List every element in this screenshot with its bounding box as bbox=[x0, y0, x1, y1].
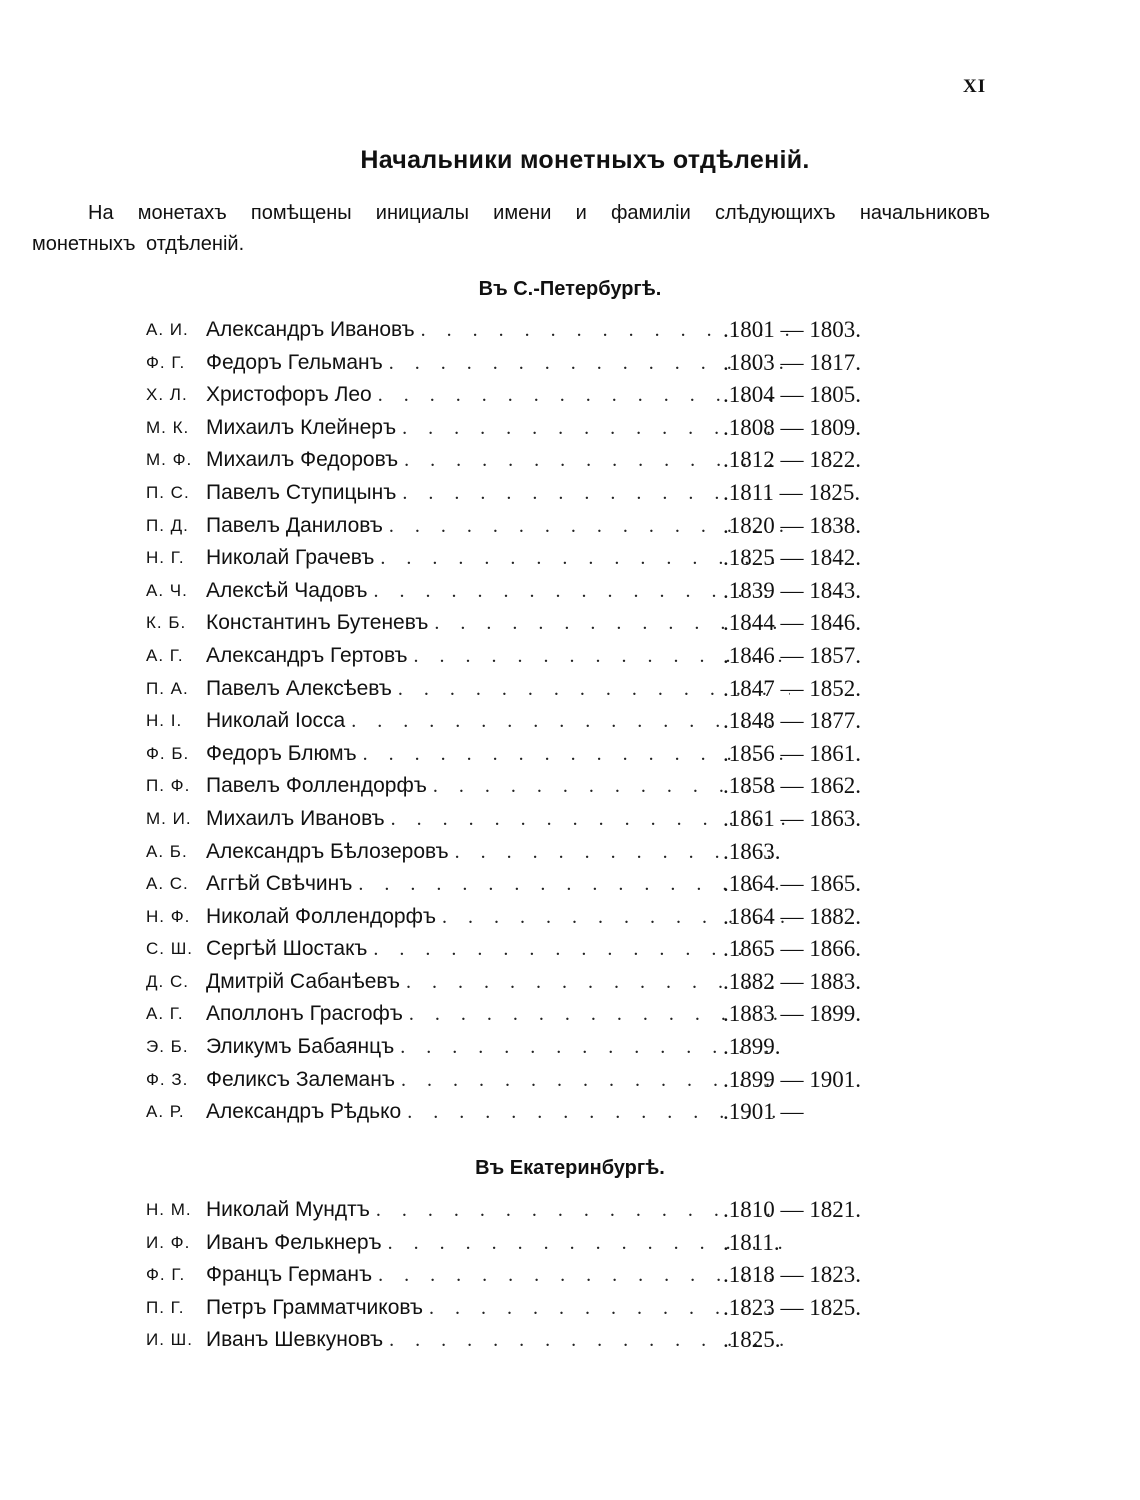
mint-head-years: .1820 — 1838. bbox=[723, 512, 861, 538]
mint-head-name: Павелъ Даниловъ bbox=[206, 510, 389, 543]
list-item bbox=[140, 836, 900, 869]
mint-head-initials: И. Ф. bbox=[146, 1232, 191, 1252]
mint-head-name: Александръ Гертовъ bbox=[206, 640, 414, 673]
mint-head-years: .1803 — 1817. bbox=[723, 349, 861, 375]
mint-head-initials: А. С. bbox=[146, 874, 189, 894]
mint-head-name: Михаилъ Клейнеръ bbox=[206, 412, 402, 445]
mint-head-name: Федоръ Гельманъ bbox=[206, 347, 389, 380]
list-item bbox=[140, 998, 900, 1031]
name-leader bbox=[206, 1096, 790, 1129]
list-item bbox=[140, 705, 900, 738]
section-heading-ekaterinburg: Въ Екатеринбургѣ. bbox=[475, 1157, 665, 1179]
mint-head-initials: А. Р. bbox=[146, 1102, 185, 1122]
name-leader bbox=[206, 966, 790, 999]
mint-head-years: .1861 — 1863. bbox=[723, 805, 861, 831]
name-leader bbox=[206, 998, 790, 1031]
mint-head-years: .1901 — bbox=[723, 1099, 804, 1125]
list-item bbox=[140, 1194, 900, 1227]
mint-head-name: Сергѣй Шостакъ bbox=[206, 933, 373, 966]
mint-head-initials: А. Ч. bbox=[146, 580, 188, 600]
mint-head-name: Александръ Ивановъ bbox=[206, 314, 421, 347]
mint-head-name: Николай Грачевъ bbox=[206, 542, 380, 575]
name-leader bbox=[206, 868, 790, 901]
mint-head-years: .1810 — 1821. bbox=[723, 1197, 861, 1222]
name-leader bbox=[206, 901, 790, 934]
list-item bbox=[140, 640, 900, 673]
list-item bbox=[140, 444, 900, 477]
name-leader bbox=[206, 1031, 790, 1064]
mint-head-name: Николай Мундтъ bbox=[206, 1194, 376, 1227]
mint-head-years: .1899 — 1901. bbox=[723, 1066, 861, 1092]
mint-head-name: Аполлонъ Грасгофъ bbox=[206, 998, 409, 1031]
list-item bbox=[140, 770, 900, 803]
mint-head-name: Алексѣй Чадовъ bbox=[206, 575, 374, 608]
mint-head-name: Христофоръ Лео bbox=[206, 379, 378, 412]
mint-head-initials: М. И. bbox=[146, 808, 192, 828]
name-leader bbox=[206, 510, 790, 543]
mint-head-initials: П. Г. bbox=[146, 1297, 185, 1317]
name-leader bbox=[206, 770, 790, 803]
mint-head-initials: П. А. bbox=[146, 678, 189, 698]
list-item bbox=[140, 607, 900, 640]
name-leader bbox=[206, 575, 790, 608]
mint-head-years: .1847 — 1852. bbox=[723, 675, 861, 701]
mint-head-years: .1844 — 1846. bbox=[723, 610, 861, 636]
mint-head-name: Николай Іосса bbox=[206, 705, 351, 738]
list-item bbox=[140, 542, 900, 575]
name-leader bbox=[206, 836, 790, 869]
name-leader bbox=[206, 1324, 790, 1357]
mint-head-initials: Д. С. bbox=[146, 971, 189, 991]
mint-head-years: .1858 — 1862. bbox=[723, 773, 861, 799]
mint-head-years: .1825 — 1842. bbox=[723, 545, 861, 571]
mint-head-initials: Н. Г. bbox=[146, 548, 185, 568]
list-item bbox=[140, 901, 900, 934]
page-number: XI bbox=[963, 76, 987, 97]
mint-head-years: .1865 — 1866. bbox=[723, 936, 861, 962]
name-leader bbox=[206, 1194, 790, 1227]
mint-head-initials: Ф. Г. bbox=[146, 1265, 186, 1285]
mint-head-years: .1812 — 1822. bbox=[723, 447, 861, 473]
mint-head-years: .1846 — 1857. bbox=[723, 642, 861, 668]
list-item bbox=[140, 412, 900, 445]
mint-head-name: Александръ Бѣлозеровъ bbox=[206, 836, 455, 869]
mint-head-initials: А. Б. bbox=[146, 841, 188, 861]
mint-head-years: .1856 — 1861. bbox=[723, 740, 861, 766]
mint-head-years: .1863. bbox=[723, 838, 781, 864]
list-item bbox=[140, 1031, 900, 1064]
name-leader bbox=[206, 444, 790, 477]
mint-head-years: .1864 — 1865. bbox=[723, 871, 861, 897]
list-item bbox=[140, 868, 900, 901]
name-leader bbox=[206, 640, 790, 673]
mint-head-initials: Н. М. bbox=[146, 1200, 192, 1219]
mint-head-name: Павелъ Алексѣевъ bbox=[206, 673, 398, 706]
list-item bbox=[140, 477, 900, 510]
mint-head-name: Павелъ Фоллендорфъ bbox=[206, 770, 433, 803]
mint-head-name: Францъ Германъ bbox=[206, 1259, 378, 1292]
name-leader bbox=[206, 738, 790, 771]
name-leader bbox=[206, 347, 790, 380]
mint-head-name: Федоръ Блюмъ bbox=[206, 738, 363, 771]
name-leader bbox=[206, 705, 790, 738]
mint-head-years: .1848 — 1877. bbox=[723, 708, 861, 734]
name-leader bbox=[206, 1292, 790, 1325]
name-leader bbox=[206, 412, 790, 445]
list-item bbox=[140, 1324, 900, 1357]
mint-head-initials: К. Б. bbox=[146, 613, 187, 633]
name-leader bbox=[206, 803, 790, 836]
mint-heads-list-st-petersburg bbox=[140, 314, 900, 1129]
list-item bbox=[140, 803, 900, 836]
mint-head-years: .1864 — 1882. bbox=[723, 903, 861, 929]
mint-head-initials: А. Г. bbox=[146, 1004, 184, 1024]
mint-head-name: Павелъ Ступицынъ bbox=[206, 477, 402, 510]
mint-head-years: .1823 — 1825. bbox=[723, 1294, 861, 1320]
mint-head-name: Дмитрій Сабанѣевъ bbox=[206, 966, 406, 999]
list-item bbox=[140, 379, 900, 412]
list-item bbox=[140, 1259, 900, 1292]
mint-head-years: .1804 — 1805. bbox=[723, 382, 861, 408]
list-item bbox=[140, 1064, 900, 1097]
mint-head-initials: Ф. Б. bbox=[146, 743, 190, 763]
mint-head-initials: Ф. З. bbox=[146, 1069, 189, 1089]
list-item bbox=[140, 1227, 900, 1260]
name-leader bbox=[206, 673, 790, 706]
name-leader bbox=[206, 542, 790, 575]
mint-head-years: .1811. bbox=[723, 1229, 780, 1255]
mint-head-name: Петръ Грамматчиковъ bbox=[206, 1292, 429, 1325]
list-item bbox=[140, 673, 900, 706]
mint-head-initials: И. Ш. bbox=[146, 1330, 193, 1350]
name-leader bbox=[206, 607, 790, 640]
list-item bbox=[140, 510, 900, 543]
mint-head-name: Эликумъ Бабаянцъ bbox=[206, 1031, 400, 1064]
mint-head-name: Иванъ Фелькнеръ bbox=[206, 1227, 388, 1260]
mint-head-years: .1818 — 1823. bbox=[723, 1262, 861, 1288]
intro-paragraph: На монетахъ помѣщены инициалы имени и фамиліи слѣдующихъ начальниковъ монетныхъ отдѣленій. bbox=[32, 202, 990, 255]
mint-head-name: Николай Фоллендорфъ bbox=[206, 901, 442, 934]
mint-head-years: .1899. bbox=[723, 1034, 781, 1060]
mint-head-initials: Х. Л. bbox=[146, 385, 188, 405]
mint-head-name: Михаилъ Федоровъ bbox=[206, 444, 404, 477]
mint-head-initials: Н. І. bbox=[146, 711, 183, 731]
name-leader bbox=[206, 1259, 790, 1292]
mint-head-years: .1808 — 1809. bbox=[723, 414, 861, 440]
mint-head-initials: А. И. bbox=[146, 320, 189, 339]
mint-head-name: Константинъ Бутеневъ bbox=[206, 607, 434, 640]
list-item bbox=[140, 575, 900, 608]
mint-head-name: Александръ Рѣдько bbox=[206, 1096, 407, 1129]
mint-head-initials: П. Ф. bbox=[146, 776, 191, 796]
name-leader bbox=[206, 1064, 790, 1097]
mint-head-years: .1883 — 1899. bbox=[723, 1001, 861, 1027]
mint-head-initials: Э. Б. bbox=[146, 1037, 189, 1057]
mint-head-years: .1839 — 1843. bbox=[723, 577, 861, 603]
mint-head-years: .1801 — 1803. bbox=[723, 317, 861, 342]
mint-head-name: Аггѣй Свѣчинъ bbox=[206, 868, 358, 901]
mint-head-initials: Н. Ф. bbox=[146, 906, 191, 926]
list-item bbox=[140, 1292, 900, 1325]
mint-head-initials: Ф. Г. bbox=[146, 352, 186, 372]
mint-head-initials: П. Д. bbox=[146, 515, 189, 535]
list-item bbox=[140, 966, 900, 999]
section-heading-st-petersburg: Въ С.-Петербургѣ. bbox=[478, 278, 662, 300]
mint-head-name: Иванъ Шевкуновъ bbox=[206, 1324, 389, 1357]
list-item bbox=[140, 1096, 900, 1129]
mint-head-years: .1882 — 1883. bbox=[723, 968, 861, 994]
mint-head-years: .1825. bbox=[723, 1327, 781, 1353]
mint-head-name: Михаилъ Ивановъ bbox=[206, 803, 391, 836]
name-leader bbox=[206, 314, 790, 347]
mint-head-initials: М. К. bbox=[146, 417, 190, 437]
name-leader bbox=[206, 933, 790, 966]
mint-head-name: Феликсъ Залеманъ bbox=[206, 1064, 401, 1097]
list-item bbox=[140, 347, 900, 380]
name-leader bbox=[206, 477, 790, 510]
list-item bbox=[140, 933, 900, 966]
mint-head-initials: С. Ш. bbox=[146, 939, 194, 959]
name-leader bbox=[206, 1227, 790, 1260]
name-leader bbox=[206, 379, 790, 412]
mint-head-initials: П. С. bbox=[146, 482, 190, 502]
list-item bbox=[140, 738, 900, 771]
page-title: Начальники монетныхъ отдѣленій. bbox=[360, 146, 810, 174]
mint-head-initials: М. Ф. bbox=[146, 450, 193, 470]
list-item bbox=[140, 314, 900, 347]
mint-heads-list-ekaterinburg bbox=[140, 1194, 900, 1357]
mint-head-years: .1811 — 1825. bbox=[723, 479, 861, 505]
mint-head-initials: А. Г. bbox=[146, 645, 184, 665]
